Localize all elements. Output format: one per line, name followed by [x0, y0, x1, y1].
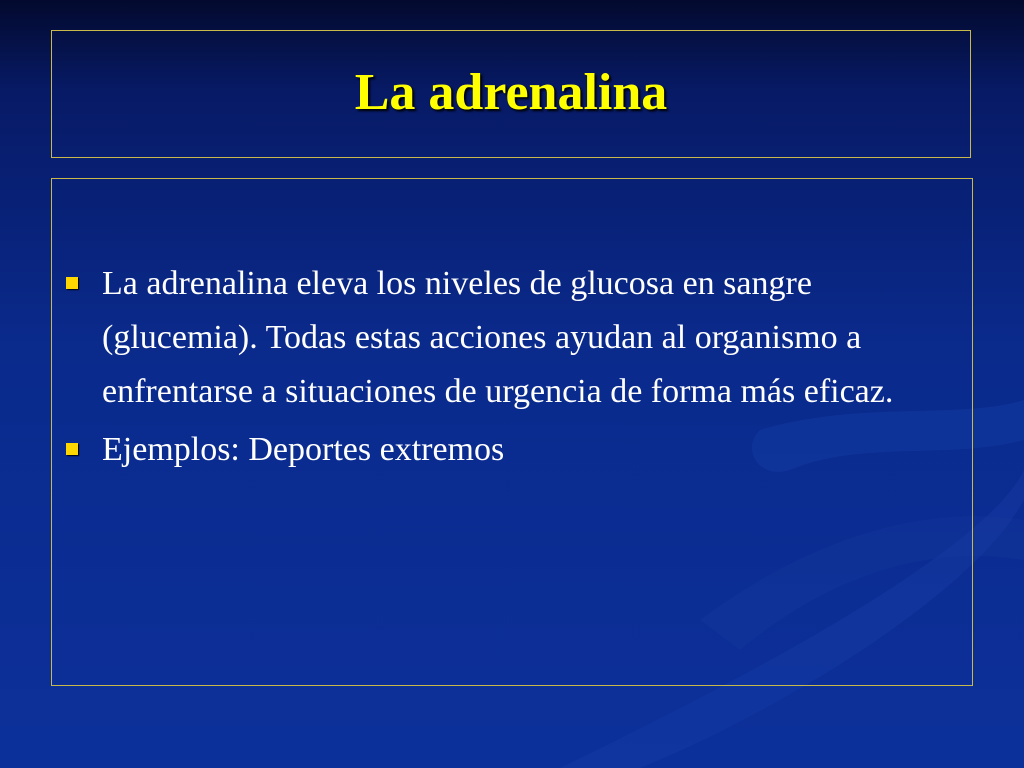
square-bullet-icon — [66, 443, 78, 455]
bullet-text: La adrenalina eleva los niveles de glucosa en sangre (glucemia). Todas estas acciones ayudan al organismo a enfrentarse a situaciones de urgencia de forma más eficaz. — [102, 265, 894, 410]
bullet-item — [64, 257, 944, 419]
title-box — [51, 30, 971, 158]
slide-title: La adrenalina — [354, 63, 668, 121]
bullet-list — [64, 257, 944, 481]
bullet-item — [64, 423, 944, 477]
bullet-text: Ejemplos: Deportes extremos — [102, 431, 505, 468]
square-bullet-icon — [66, 277, 78, 289]
content-box — [51, 178, 973, 686]
